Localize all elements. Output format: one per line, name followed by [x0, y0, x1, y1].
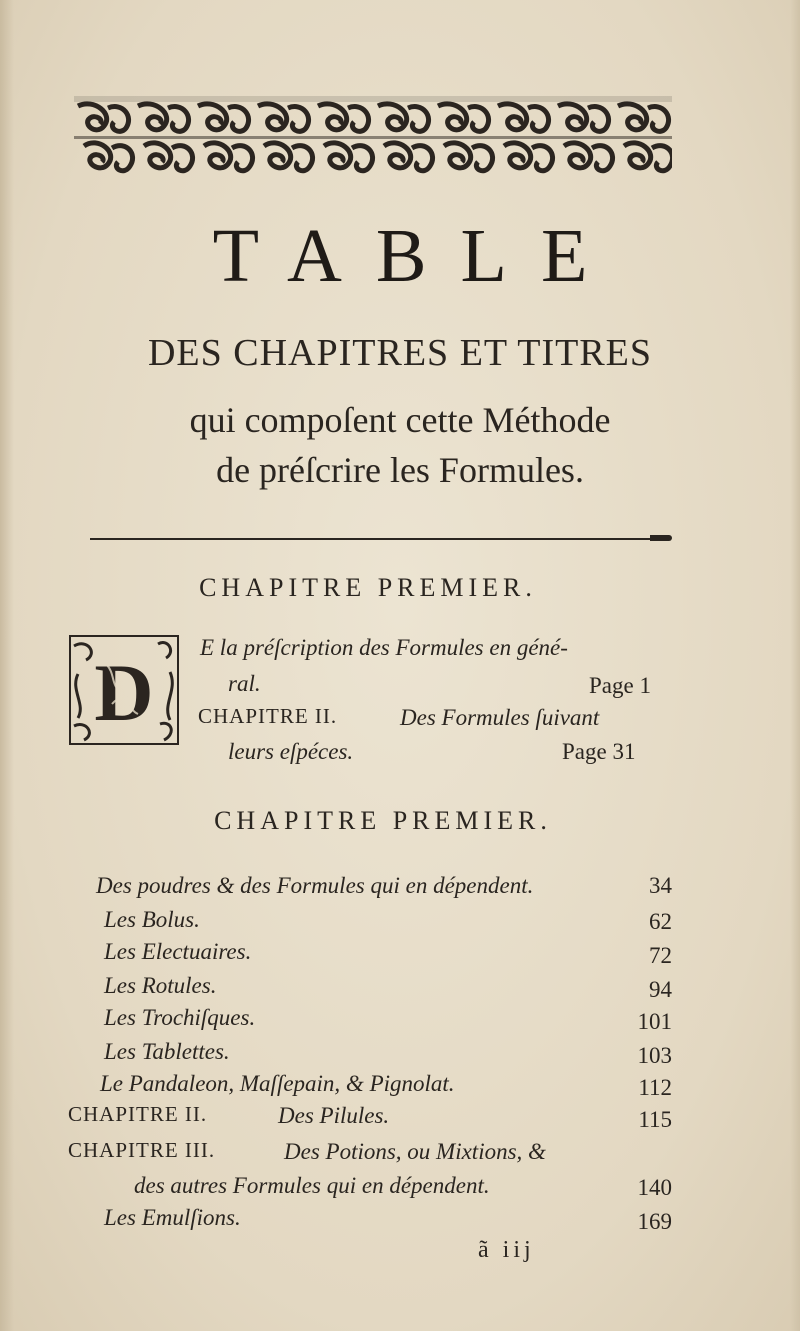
toc-entry-page: 72 — [649, 943, 672, 968]
toc-entry-page: 34 — [649, 873, 672, 898]
rule-end-flourish — [650, 535, 672, 541]
toc-entry-page: 103 — [637, 1043, 672, 1068]
toc-entry-page: 112 — [638, 1075, 672, 1100]
toc-entry-label: Le Pandaleon, Maſſepain, & Pignolat. — [100, 1071, 455, 1096]
entry2-text-line2: leurs eſpéces. — [228, 739, 354, 764]
subtitle-line-1: DES CHAPITRES ET TITRES — [147, 332, 653, 374]
section2-heading: CHAPITRE PREMIER. — [214, 806, 552, 835]
signature-mark: ã iij — [478, 1237, 535, 1263]
toc-entry-page: 169 — [637, 1209, 672, 1234]
chapter2-text: Des Pilules. — [278, 1103, 390, 1128]
entry1-page: Page 1 — [589, 673, 651, 698]
toc-entry-label: Les Emulſions. — [104, 1205, 241, 1230]
entry2-page: Page 31 — [562, 739, 636, 764]
entry2-chapter-label: CHAPITRE II. — [198, 704, 338, 728]
entry1-text-line1: E la préſcription des Formules en géné- — [200, 635, 568, 660]
chapter3-page: 140 — [637, 1175, 672, 1200]
dropcap-ornament — [68, 634, 180, 746]
page-title: TABLE — [212, 214, 622, 298]
page-edge-shadow — [790, 0, 800, 1331]
toc-entry-label: Les Bolus. — [104, 907, 200, 932]
horizontal-rule — [90, 538, 670, 540]
subtitle-line-3: de préſcrire les Formules. — [216, 450, 584, 490]
toc-entry-label: Les Electuaires. — [104, 939, 252, 964]
chapter2-label: CHAPITRE II. — [68, 1102, 208, 1126]
toc-entry-label: Des poudres & des Formules qui en dépendent. — [96, 873, 534, 898]
chapter3-text-line2: des autres Formules qui en dépendent. — [134, 1173, 490, 1198]
toc-entry-page: 94 — [649, 977, 672, 1002]
entry1-text-line2: ral. — [228, 671, 261, 696]
toc-entry-page: 101 — [637, 1009, 672, 1034]
section1-heading: CHAPITRE PREMIER. — [199, 573, 537, 602]
dropcap-letter: D — [94, 647, 154, 738]
chapter3-label: CHAPITRE III. — [68, 1138, 216, 1162]
chapter3-text-line1: Des Potions, ou Mixtions, & — [284, 1139, 546, 1164]
toc-entry-label: Les Tablettes. — [104, 1039, 230, 1064]
toc-entry-label: Les Trochiſques. — [104, 1005, 256, 1030]
subtitle-line-2: qui compoſent cette Méthode — [189, 400, 611, 440]
toc-entry-page: 62 — [649, 909, 672, 934]
page-binding-shadow — [0, 0, 14, 1331]
chapter2-page: 115 — [638, 1107, 672, 1132]
entry2-text-line1: Des Formules ſuivant — [400, 705, 600, 730]
toc-entry-label: Les Rotules. — [104, 973, 217, 998]
ornament-headpiece — [74, 96, 672, 186]
